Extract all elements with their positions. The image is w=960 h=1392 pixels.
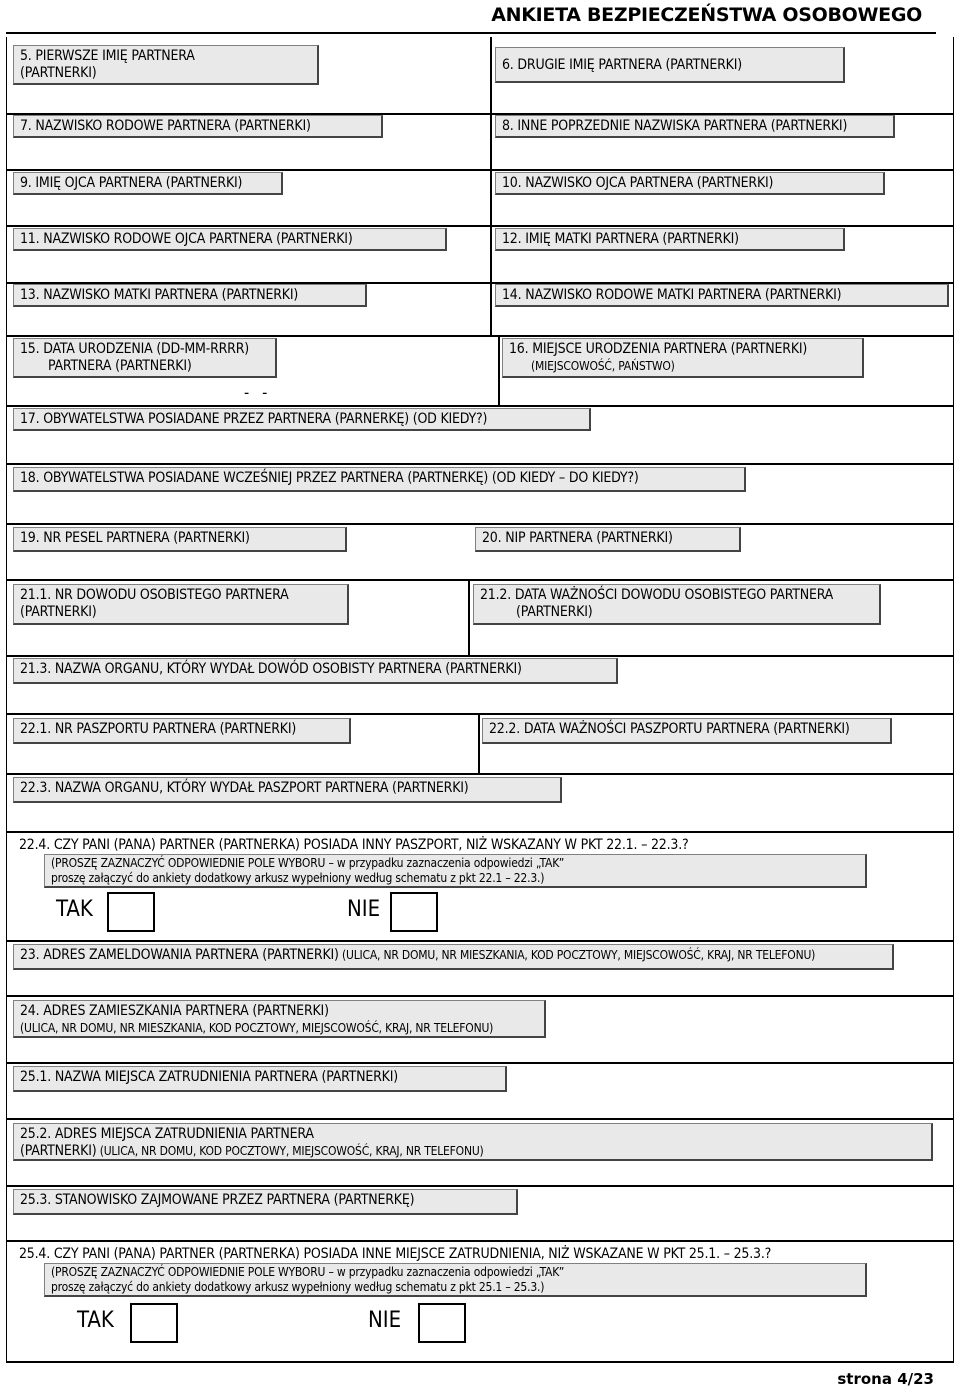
field-6-second-name[interactable]: 6. DRUGIE IMIĘ PARTNERA (PARTNERKI) [495,47,845,83]
form-title: ANKIETA BEZPIECZEŃSTWA OSOBOWEGO [491,4,922,26]
row-divider [6,335,954,337]
employment-no-checkbox[interactable] [418,1303,466,1343]
row-divider [6,225,954,227]
field-16-label-line1: 16. MIEJSCE URODZENIA PARTNERA (PARTNERKI) [509,341,808,357]
field-21-1-label-line1: 21.1. NR DOWODU OSOBISTEGO PARTNERA [20,587,289,603]
header-rule [6,32,936,34]
field-12-mother-name[interactable]: 12. IMIĘ MATKI PARTNERA (PARTNERKI) [495,228,845,251]
field-22-4-instructions-line1: (PROSZĘ ZAZNACZYĆ ODPOWIEDNIE POLE WYBORU – w przypadku zaznaczenia odpowiedzi „TAK” [51,856,565,870]
column-divider [490,37,492,336]
field-15-label-line1: 15. DATA URODZENIA (DD-MM-RRRR) [20,341,249,357]
field-25-2-label-line2: (PARTNERKI) [20,1143,97,1159]
field-21-2-id-expiry[interactable] [473,584,881,625]
row-divider [6,405,954,407]
field-19-pesel[interactable]: 19. NR PESEL PARTNERA (PARTNERKI) [13,527,347,552]
row-divider [6,1185,954,1187]
field-21-3-id-issuer[interactable]: 21.3. NAZWA ORGANU, KTÓRY WYDAŁ DOWÓD OSOBISTY PARTNERA (PARTNERKI) [13,658,618,684]
field-25-4-instructions [44,1263,867,1297]
field-16-birth-place[interactable] [502,338,864,378]
field-20-nip[interactable]: 20. NIP PARTNERA (PARTNERKI) [475,527,741,552]
row-divider [6,831,954,833]
field-7-maiden-name[interactable]: 7. NAZWISKO RODOWE PARTNERA (PARTNERKI) [13,115,383,138]
field-11-father-maiden-name[interactable]: 11. NAZWISKO RODOWE OJCA PARTNERA (PARTNERKI) [13,228,447,251]
field-24-residence-address[interactable] [13,1000,546,1038]
row-divider [6,1062,954,1064]
field-8-previous-names[interactable]: 8. INNE POPRZEDNIE NAZWISKA PARTNERA (PARTNERKI) [495,115,895,138]
field-22-1-passport-number[interactable]: 22.1. NR PASZPORTU PARTNERA (PARTNERKI) [13,718,351,744]
passport-yes-checkbox[interactable] [107,892,155,932]
field-22-3-passport-issuer[interactable]: 22.3. NAZWA ORGANU, KTÓRY WYDAŁ PASZPORT PARTNERA (PARTNERKI) [13,777,562,803]
employment-yes-checkbox[interactable] [130,1303,178,1343]
field-23-registered-address[interactable] [13,944,894,970]
field-25-2-label-line1: 25.2. ADRES MIEJSCA ZATRUDNIENIA PARTNERA [20,1126,314,1142]
field-10-father-surname[interactable]: 10. NAZWISKO OJCA PARTNERA (PARTNERKI) [495,172,885,195]
field-25-4-instructions-line1: (PROSZĘ ZAZNACZYĆ ODPOWIEDNIE POLE WYBORU – w przypadku zaznaczenia odpowiedzi „TAK” [51,1265,565,1279]
column-divider [498,336,500,406]
field-21-2-label-line2: (PARTNERKI) [516,604,593,620]
field-5-first-name[interactable] [13,45,319,85]
row-divider [6,169,954,171]
birth-date-separators: - - [244,383,268,402]
passport-no-label: NIE [347,897,381,922]
field-25-1-employer-name[interactable]: 25.1. NAZWA MIEJSCA ZATRUDNIENIA PARTNERA (PARTNERKI) [13,1066,507,1092]
column-divider [478,714,480,774]
field-23-label: 23. ADRES ZAMELDOWANIA PARTNERA (PARTNERKI) [20,947,339,963]
field-25-4-question: 25.4. CZY PANI (PANA) PARTNER (PARTNERKA) POSIADA INNE MIEJSCE ZATRUDNIENIA, NIŻ WSKAZANE W PKT 25.1. – 25.3.? [19,1246,772,1262]
row-divider [6,1240,954,1242]
field-21-1-id-number[interactable] [13,584,349,625]
field-13-mother-surname[interactable]: 13. NAZWISKO MATKI PARTNERA (PARTNERKI) [13,284,367,307]
field-15-label-line2: PARTNERA (PARTNERKI) [48,358,192,374]
field-23-sublabel: (ULICA, NR DOMU, NR MIESZKANIA, KOD POCZTOWY, MIEJSCOWOŚĆ, KRAJ, NR TELEFONU) [338,948,816,962]
field-25-2-employer-address[interactable] [13,1123,933,1161]
passport-no-checkbox[interactable] [390,892,438,932]
row-divider [6,523,954,525]
row-divider [6,579,954,581]
field-14-mother-maiden-name[interactable]: 14. NAZWISKO RODOWE MATKI PARTNERA (PARTNERKI) [495,284,949,307]
field-17-citizenships[interactable]: 17. OBYWATELSTWA POSIADANE PRZEZ PARTNERA (PARNERKĘ) (OD KIEDY?) [13,408,591,431]
field-22-2-passport-expiry[interactable]: 22.2. DATA WAŻNOŚCI PASZPORTU PARTNERA (PARTNERKI) [482,718,892,744]
field-18-former-citizenships[interactable]: 18. OBYWATELSTWA POSIADANE WCZEŚNIEJ PRZEZ PARTNERA (PARTNERKĘ) (OD KIEDY – DO KIEDY?) [13,467,746,492]
field-24-sublabel: (ULICA, NR DOMU, NR MIESZKANIA, KOD POCZTOWY, MIEJSCOWOŚĆ, KRAJ, NR TELEFONU) [20,1021,494,1035]
employment-yes-label: TAK [77,1308,114,1333]
row-divider [6,655,954,657]
field-21-1-label-line2: (PARTNERKI) [20,604,97,620]
field-5-label-line2: (PARTNERKI) [20,65,97,81]
field-25-2-sublabel: (ULICA, NR DOMU, KOD POCZTOWY, MIEJSCOWOŚĆ, KRAJ, NR TELEFONU) [96,1144,484,1158]
field-25-4-instructions-line2: proszę załączyć do ankiety dodatkowy arkusz wypełniony według schematu z pkt 25.1 – 25.3.) [51,1280,545,1294]
row-divider [6,713,954,715]
passport-yes-label: TAK [56,897,93,922]
row-divider [6,1361,954,1363]
row-divider [6,940,954,942]
field-25-3-job-title[interactable]: 25.3. STANOWISKO ZAJMOWANE PRZEZ PARTNERA (PARTNERKĘ) [13,1189,518,1215]
field-24-label: 24. ADRES ZAMIESZKANIA PARTNERA (PARTNERKI) [20,1003,329,1019]
field-16-label-line2: (MIEJSCOWOŚĆ, PAŃSTWO) [531,359,675,373]
field-22-4-question: 22.4. CZY PANI (PANA) PARTNER (PARTNERKA) POSIADA INNY PASZPORT, NIŻ WSKAZANY W PKT 22.1. – 22.3.? [19,837,689,853]
field-5-label-line1: 5. PIERWSZE IMIĘ PARTNERA [20,48,195,64]
column-divider [468,580,470,656]
field-21-2-label-line1: 21.2. DATA WAŻNOŚCI DOWODU OSOBISTEGO PARTNERA [480,587,834,603]
page-number: strona 4/23 [837,1370,934,1388]
row-divider [6,773,954,775]
row-divider [6,1118,954,1120]
field-9-father-name[interactable]: 9. IMIĘ OJCA PARTNERA (PARTNERKI) [13,172,283,195]
field-22-4-instructions-line2: proszę załączyć do ankiety dodatkowy arkusz wypełniony według schematu z pkt 22.1 – 22.3.) [51,871,545,885]
row-divider [6,995,954,997]
field-15-birth-date[interactable] [13,338,277,378]
employment-no-label: NIE [368,1308,402,1333]
field-22-4-instructions [44,854,867,888]
row-divider [6,463,954,465]
